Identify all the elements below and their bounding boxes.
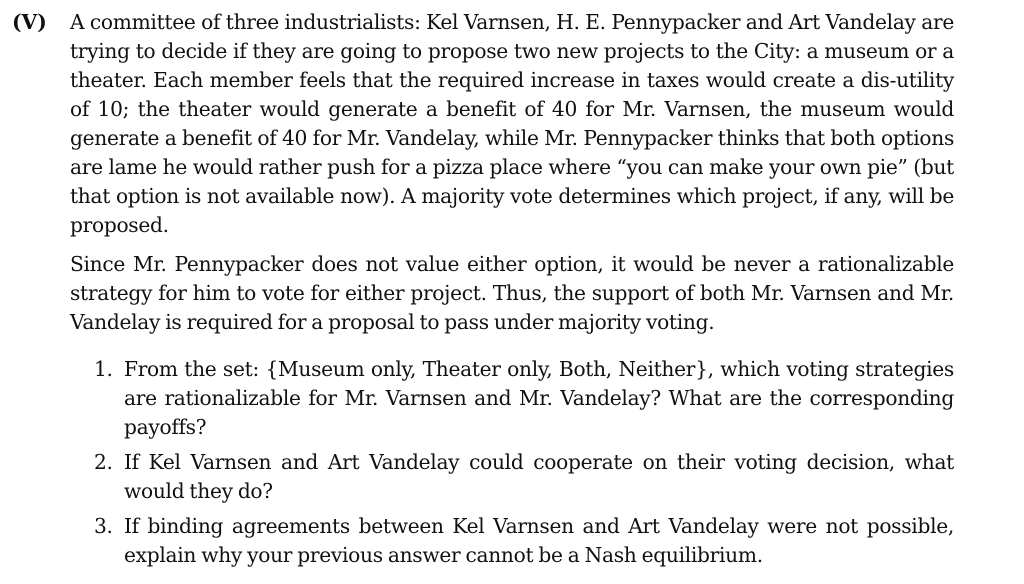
question-text: If binding agreements between Kel Varnsen and Art Vandelay were not possible, explain why your previous answer cannot be a Nash equilibrium. xyxy=(124,514,954,567)
question-number: 3. xyxy=(94,514,113,538)
question-list xyxy=(70,355,954,570)
question-item-3 xyxy=(94,512,954,570)
question-item-2 xyxy=(94,448,954,506)
problem-label: (V) xyxy=(12,10,47,34)
problem-paragraph-2: Since Mr. Pennypacker does not value either option, it would be never a rationalizable strategy for him to vote for either project. Thus, the support of both Mr. Varnsen and Mr. Vandelay is required for a proposal to pass under majority voting. xyxy=(70,252,954,334)
question-text: From the set: {Museum only, Theater only, Both, Neither}, which voting strategies are rationalizable for Mr. Varnsen and Mr. Vandelay? What are the corresponding payoffs? xyxy=(124,357,954,439)
question-number: 1. xyxy=(94,357,113,381)
question-text: If Kel Varnsen and Art Vandelay could cooperate on their voting decision, what would they do? xyxy=(124,450,954,503)
question-item-1 xyxy=(94,355,954,442)
problem-paragraph-1: A committee of three industrialists: Kel Varnsen, H. E. Pennypacker and Art Vandelay are trying to decide if they are going to propose two new projects to the City: a museum or a theater. Each member feels that the required increase in taxes would create a dis-utility of 10; the theater would generate a benefit of 40 for Mr. Varnsen, the museum would generate a benefit of 40 for Mr. Vandelay, while Mr. Pennypacker thinks that both options are lame he would rather push for a pizza place where “you can make your own pie” (but that option is not available now). A majority vote determines which project, if any, will be proposed. xyxy=(70,10,954,237)
question-number: 2. xyxy=(94,450,113,474)
problem-block xyxy=(12,8,954,570)
